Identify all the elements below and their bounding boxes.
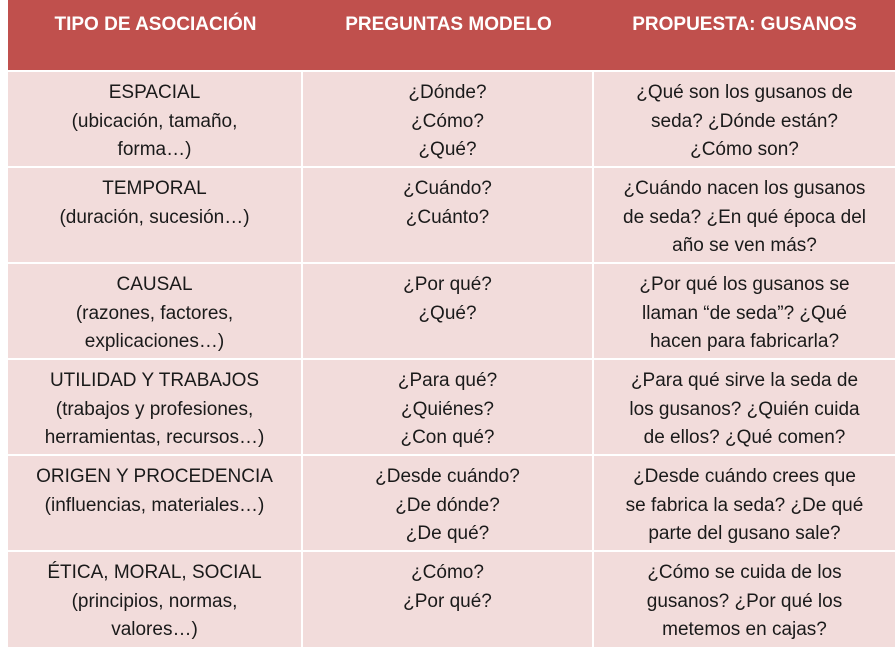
header-proposal: PROPUESTA: GUSANOS <box>632 14 857 35</box>
type-cell <box>8 552 303 647</box>
proposal-cell-line: ¿Por qué los gusanos se <box>639 274 850 295</box>
proposal-cell-line: llaman “de seda”? ¿Qué <box>642 302 847 324</box>
proposal-cell-line: parte del gusano sale? <box>648 523 841 544</box>
proposal-cell <box>594 264 895 358</box>
proposal-cell-line: gusanos? ¿Por qué los <box>646 590 843 612</box>
proposal-cell-line: ¿Cómo se cuida de los <box>647 562 842 583</box>
questions-cell <box>303 456 594 550</box>
proposal-cell <box>594 360 895 454</box>
type-cell-line: valores…) <box>111 619 198 640</box>
type-cell <box>8 360 303 454</box>
type-cell <box>8 264 303 358</box>
header-type: TIPO DE ASOCIACIÓN <box>54 14 257 35</box>
type-cell-line: TEMPORAL <box>102 178 207 199</box>
questions-cell <box>303 72 594 166</box>
proposal-cell-line: de seda? ¿En qué época del <box>623 206 866 228</box>
type-cell-line: (duración, sucesión…) <box>59 206 250 228</box>
table-row <box>8 168 895 264</box>
proposal-cell-line: ¿Cuándo nacen los gusanos <box>623 178 866 199</box>
type-cell <box>8 456 303 550</box>
proposal-cell-line: ¿Cómo son? <box>690 139 799 160</box>
proposal-cell-line: año se ven más? <box>672 235 817 256</box>
header-questions: PREGUNTAS MODELO <box>345 14 552 35</box>
questions-cell <box>303 264 594 358</box>
questions-cell-line: ¿Con qué? <box>400 427 495 448</box>
questions-cell-line: ¿Cómo? <box>411 110 484 132</box>
proposal-cell <box>594 456 895 550</box>
questions-cell <box>303 360 594 454</box>
type-cell-line: ORIGEN Y PROCEDENCIA <box>36 466 273 487</box>
questions-cell-line: ¿De dónde? <box>395 494 500 516</box>
table-body <box>8 72 895 647</box>
questions-cell-line: ¿Por qué? <box>403 274 492 295</box>
questions-cell-line: ¿Para qué? <box>397 370 498 391</box>
questions-cell-line: ¿Por qué? <box>403 590 492 612</box>
questions-cell-line: ¿De qué? <box>405 523 490 544</box>
type-cell-line: UTILIDAD Y TRABAJOS <box>49 370 260 391</box>
proposal-cell-line: hacen para fabricarla? <box>649 331 840 352</box>
type-cell <box>8 168 303 262</box>
proposal-cell-line: seda? ¿Dónde están? <box>651 110 838 132</box>
type-cell-line: (razones, factores, <box>75 302 234 324</box>
type-cell-line: ÉTICA, MORAL, SOCIAL <box>47 562 262 583</box>
proposal-cell <box>594 72 895 166</box>
table-row <box>8 72 895 168</box>
questions-cell-line: ¿Quiénes? <box>401 398 494 420</box>
type-cell-line: forma…) <box>117 139 192 160</box>
type-cell-line: (ubicación, tamaño, <box>71 110 238 132</box>
questions-cell-line: ¿Qué? <box>418 302 477 324</box>
proposal-cell <box>594 168 895 262</box>
proposal-cell-line: los gusanos? ¿Quién cuida <box>629 398 860 420</box>
table-row <box>8 264 895 360</box>
questions-cell-line: ¿Cuándo? <box>403 178 492 199</box>
proposal-cell-line: metemos en cajas? <box>662 619 827 640</box>
questions-cell-line: ¿Desde cuándo? <box>375 466 520 487</box>
type-cell-line: (principios, normas, <box>71 590 238 612</box>
type-cell-line: ESPACIAL <box>108 82 201 103</box>
table-header <box>8 0 895 72</box>
proposal-cell-line: de ellos? ¿Qué comen? <box>643 427 846 448</box>
association-table <box>8 0 895 655</box>
proposal-cell-line: ¿Qué son los gusanos de <box>636 82 853 103</box>
proposal-cell-line: ¿Para qué sirve la seda de <box>630 370 859 391</box>
type-cell-line: CAUSAL <box>116 274 193 295</box>
type-cell-line: (influencias, materiales…) <box>44 494 265 516</box>
questions-cell-line: ¿Dónde? <box>408 82 487 103</box>
proposal-cell <box>594 552 895 647</box>
type-cell-line: explicaciones…) <box>84 331 225 352</box>
type-cell-line: (trabajos y profesiones, <box>55 398 254 420</box>
questions-cell <box>303 552 594 647</box>
table-row <box>8 360 895 456</box>
questions-cell-line: ¿Cuánto? <box>405 206 490 228</box>
questions-cell <box>303 168 594 262</box>
proposal-cell-line: se fabrica la seda? ¿De qué <box>625 494 864 516</box>
questions-cell-line: ¿Qué? <box>418 139 477 160</box>
table-row <box>8 456 895 552</box>
table-row <box>8 552 895 647</box>
type-cell <box>8 72 303 166</box>
questions-cell-line: ¿Cómo? <box>411 562 484 583</box>
type-cell-line: herramientas, recursos…) <box>44 427 265 448</box>
proposal-cell-line: ¿Desde cuándo crees que <box>633 466 856 487</box>
